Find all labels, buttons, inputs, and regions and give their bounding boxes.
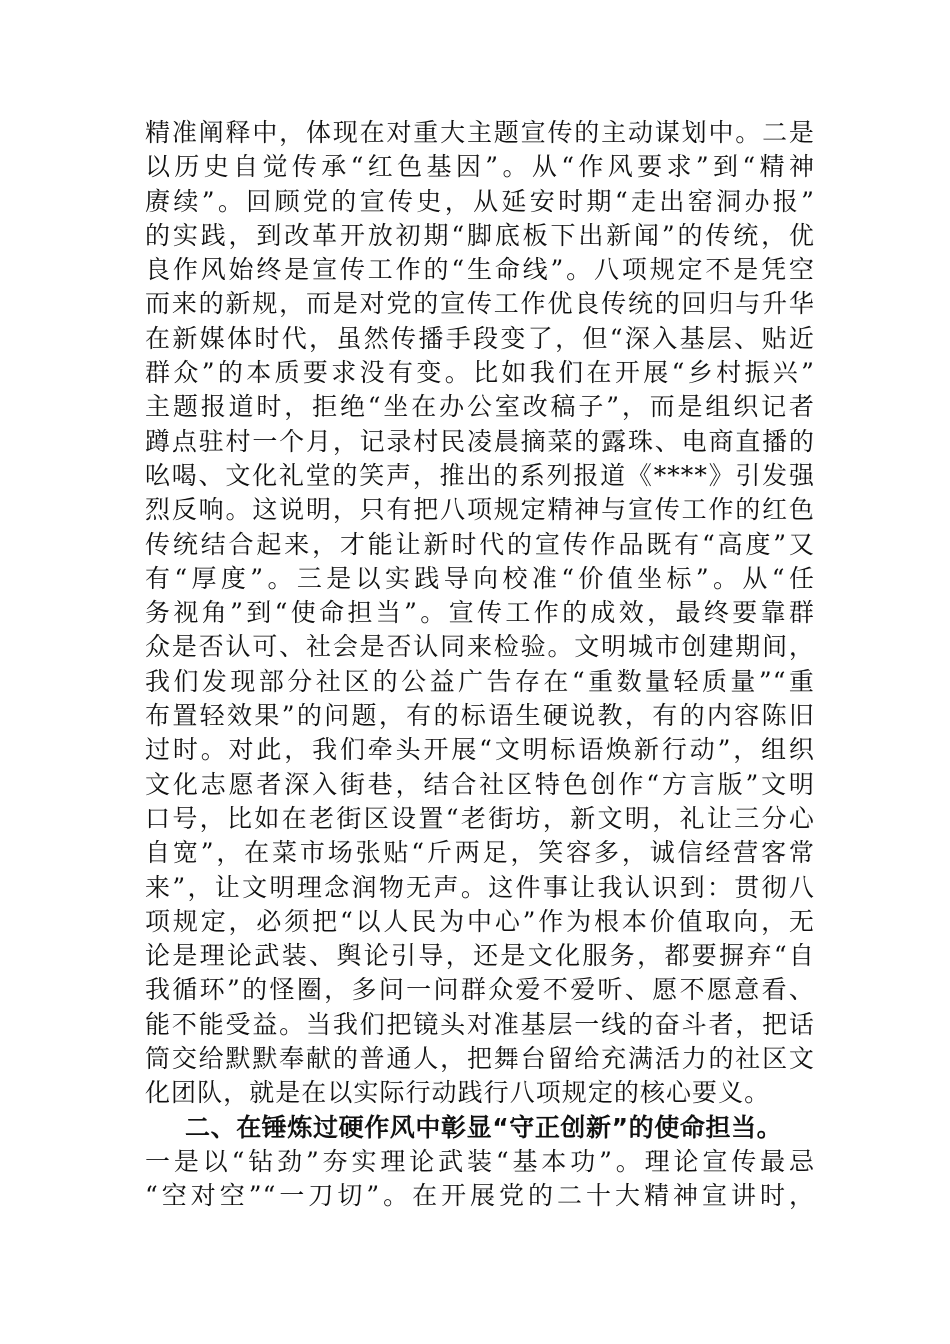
- paragraph-line: 以历史自觉传承“红色基因”。从“作风要求”到“精神: [145, 152, 815, 182]
- paragraph-line: “空对空”“一刀切”。在开展党的二十大精神宣讲时，: [145, 1181, 815, 1211]
- paragraph-line: 而来的新规，而是对党的宣传工作优良传统的回归与升华: [145, 289, 815, 319]
- paragraph-line: 过时。对此，我们牵头开展“文明标语焕新行动”，组织: [145, 735, 815, 765]
- paragraph-line: 我循环”的怪圈，多问一问群众爱不爱听、愿不愿意看、: [145, 975, 815, 1005]
- paragraph-line: 传统结合起来，才能让新时代的宣传作品既有“高度”又: [145, 529, 815, 559]
- paragraph-line: 主题报道时，拒绝“坐在办公室改稿子”，而是组织记者: [145, 392, 815, 422]
- paragraph-line: 自宽”，在菜市场张贴“斤两足，笑容多，诚信经营客常: [145, 838, 815, 868]
- paragraph-line: 精准阐释中，体现在对重大主题宣传的主动谋划中。二是: [145, 118, 815, 147]
- paragraph-line: 的实践，到改革开放初期“脚底板下出新闻”的传统，优: [145, 220, 815, 250]
- paragraph-line: 论是理论武装、舆论引导，还是文化服务，都要摒弃“自: [145, 941, 815, 971]
- paragraph-line: 良作风始终是宣传工作的“生命线”。八项规定不是凭空: [145, 255, 815, 285]
- paragraph-line: 赓续”。回顾党的宣传史，从延安时期“走出窑洞办报”: [145, 186, 815, 216]
- paragraph-line: 能不能受益。当我们把镜头对准基层一线的奋斗者，把话: [145, 1009, 815, 1039]
- paragraph-line: 布置轻效果”的问题，有的标语生硬说教，有的内容陈旧: [145, 701, 815, 731]
- paragraph-line: 文化志愿者深入街巷，结合社区特色创作“方言版”文明: [145, 769, 815, 799]
- paragraph-line: 一是以“钻劲”夯实理论武装“基本功”。理论宣传最忌: [145, 1146, 815, 1176]
- paragraph-line: 群众”的本质要求没有变。比如我们在开展“乡村振兴”: [145, 358, 815, 388]
- paragraph-line: 务视角”到“使命担当”。宣传工作的成效，最终要靠群: [145, 598, 815, 628]
- paragraph-last-line: 化团队，就是在以实际行动践行八项规定的核心要义。: [145, 1078, 771, 1108]
- paragraph-line: 筒交给默默奉献的普通人，把舞台留给充满活力的社区文: [145, 1044, 815, 1074]
- paragraph-line: 来”，让文明理念润物无声。这件事让我认识到：贯彻八: [145, 872, 815, 902]
- paragraph-line: 蹲点驻村一个月，记录村民凌晨摘菜的露珠、电商直播的: [145, 426, 815, 456]
- paragraph-line: 项规定，必须把“以人民为中心”作为根本价值取向，无: [145, 906, 815, 936]
- paragraph-line: 吆喝、文化礼堂的笑声，推出的系列报道《****》引发强: [145, 460, 815, 490]
- paragraph-line: 我们发现部分社区的公益广告存在“重数量轻质量”“重: [145, 666, 815, 696]
- paragraph-line: 在新媒体时代，虽然传播手段变了，但“深入基层、贴近: [145, 323, 815, 353]
- section-heading: 二、在锤炼过硬作风中彰显“守正创新”的使命担当。: [185, 1112, 783, 1142]
- paragraph-line: 烈反响。这说明，只有把八项规定精神与宣传工作的红色: [145, 495, 815, 525]
- paragraph-line: 众是否认可、社会是否认同来检验。文明城市创建期间，: [145, 632, 815, 662]
- paragraph-line: 口号，比如在老街区设置“老街坊，新文明，礼让三分心: [145, 803, 815, 833]
- body-text: [145, 116, 815, 1214]
- paragraph-line: 有“厚度”。三是以实践导向校准“价值坐标”。从“任: [145, 563, 815, 593]
